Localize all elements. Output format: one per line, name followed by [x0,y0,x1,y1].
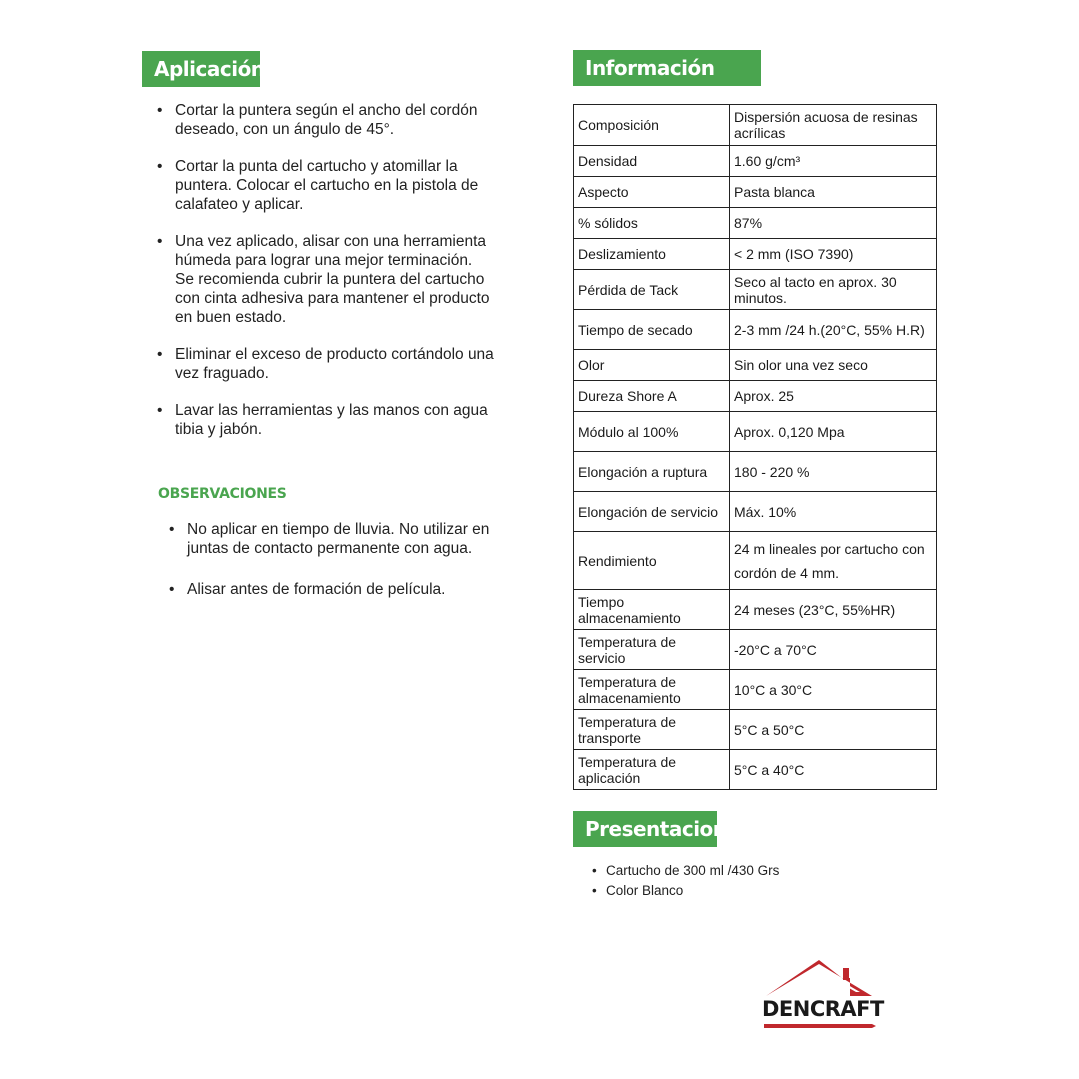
table-cell-value: 87% [730,208,937,239]
application-heading: Aplicación [142,51,260,87]
table-row [574,270,937,310]
table-row [574,146,937,177]
presentations-list [590,861,779,901]
table-cell-value: Aprox. 25 [730,381,937,412]
table-cell-property: % sólidos [574,208,730,239]
brand-name: DENCRAFT [762,997,884,1021]
table-row [574,177,937,208]
table-cell-property: Rendimiento [574,532,730,590]
observations-heading: OBSERVACIONES [158,486,287,502]
table-cell-property: Densidad [574,146,730,177]
table-cell-value: 10°C a 30°C [730,670,937,710]
table-cell-property: Pérdida de Tack [574,270,730,310]
list-item: • Color Blanco [590,881,779,901]
table-row [574,710,937,750]
table-row [574,750,937,790]
list-item: • Eliminar el exceso de producto cortándolo una vez fraguado. [155,345,495,383]
list-item: • Lavar las herramientas y las manos con agua tibia y jabón. [155,401,495,439]
table-row [574,630,937,670]
table-cell-value: < 2 mm (ISO 7390) [730,239,937,270]
table-cell-value: Sin olor una vez seco [730,350,937,381]
list-item: • Una vez aplicado, alisar con una herramienta húmeda para lograr una mejor terminación. Se recomienda cubrir la puntera del cartucho con cinta adhesiva para mantener el producto en buen estado. [155,232,495,327]
list-item: • Cortar la puntera según el ancho del cordón deseado, con un ángulo de 45°. [155,101,495,139]
table-cell-value: 5°C a 40°C [730,750,937,790]
table-row [574,590,937,630]
table-cell-value: 180 - 220 % [730,452,937,492]
table-row [574,105,937,146]
table-cell-value: -20°C a 70°C [730,630,937,670]
table-cell-property: Elongación a ruptura [574,452,730,492]
table-row [574,532,937,590]
table-cell-property: Temperatura de almacenamiento [574,670,730,710]
table-cell-property: Aspecto [574,177,730,208]
table-cell-value: 24 m lineales por cartucho con cordón de 4 mm. [730,532,937,590]
table-row [574,670,937,710]
table-cell-property: Temperatura de aplicación [574,750,730,790]
table-row [574,310,937,350]
table-row [574,208,937,239]
table-cell-property: Módulo al 100% [574,412,730,452]
table-cell-value: 5°C a 50°C [730,710,937,750]
table-cell-value: 2-3 mm /24 h.(20°C, 55% H.R) [730,310,937,350]
table-cell-property: Dureza Shore A [574,381,730,412]
table-row [574,350,937,381]
table-cell-property: Tiempo almacenamiento [574,590,730,630]
application-list [155,101,495,457]
presentations-heading: Presentaciones [573,811,717,847]
table-cell-property: Olor [574,350,730,381]
table-row [574,412,937,452]
table-cell-property: Composición [574,105,730,146]
table-cell-value: Máx. 10% [730,492,937,532]
table-row [574,381,937,412]
table-cell-property: Elongación de servicio [574,492,730,532]
table-cell-value: 24 meses (23°C, 55%HR) [730,590,937,630]
table-cell-property: Temperatura de transporte [574,710,730,750]
observations-list [167,520,512,621]
table-cell-value: Dispersión acuosa de resinas acrílicas [730,105,937,146]
list-item: • Cortar la punta del cartucho y atomillar la puntera. Colocar el cartucho en la pistola de calafateo y aplicar. [155,157,495,214]
table-cell-value: Seco al tacto en aprox. 30 minutos. [730,270,937,310]
table-row [574,492,937,532]
list-item: • Cartucho de 300 ml /430 Grs [590,861,779,881]
table-cell-property: Deslizamiento [574,239,730,270]
table-row [574,452,937,492]
list-item: • No aplicar en tiempo de lluvia. No utilizar en juntas de contacto permanente con agua. [167,520,512,558]
list-item: • Alisar antes de formación de película. [167,580,512,599]
table-cell-property: Temperatura de servicio [574,630,730,670]
technical-heading: Información Técnica [573,50,761,86]
table-cell-property: Tiempo de secado [574,310,730,350]
table-cell-value: Pasta blanca [730,177,937,208]
table-row [574,239,937,270]
technical-table [573,104,937,790]
table-cell-value: Aprox. 0,120 Mpa [730,412,937,452]
table-cell-value: 1.60 g/cm³ [730,146,937,177]
